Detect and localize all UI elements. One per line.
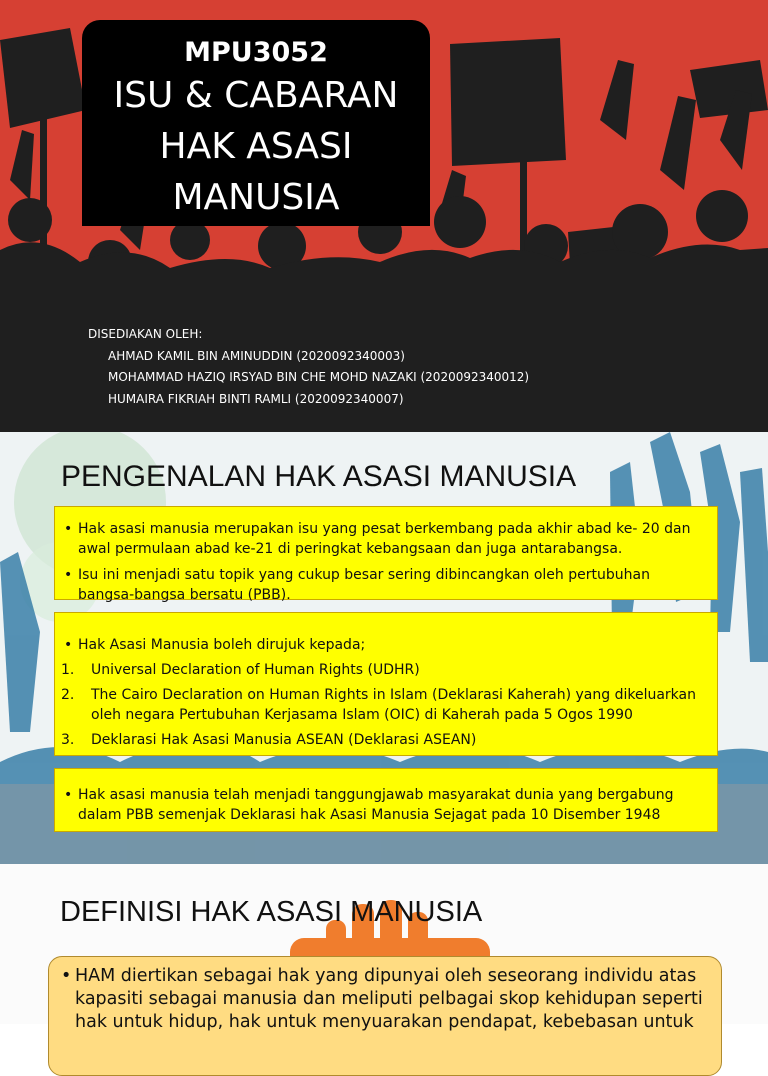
- author-2: MOHAMMAD HAZIQ IRSYAD BIN CHE MOHD NAZAKI (2020092340012): [108, 370, 530, 384]
- reference-text: Deklarasi Hak Asasi Manusia ASEAN (Deklarasi ASEAN): [91, 732, 477, 748]
- reference-number: 2.: [61, 687, 75, 703]
- title-line-1: ISU & CABARAN: [113, 75, 399, 116]
- title-line-2: HAK ASASI: [159, 126, 353, 167]
- title-line-3: MANUSIA: [172, 177, 340, 218]
- definition-heading: DEFINISI HAK ASASI MANUSIA: [60, 896, 483, 928]
- bullet-1: • Hak asasi manusia merupakan isu yang pesat berkembang pada akhir abad ke- 20 dan awal permulaan abad ke-21 di peringkat kebangsaan dan juga antarabangsa.: [61, 519, 707, 559]
- definition-box: [48, 956, 722, 1076]
- definition-text: HAM diertikan sebagai hak yang dipunyai oleh seseorang individu atas kapasiti sebagai manusia dan meliputi pelbagai skop kehidupan seperti hak untuk hidup, hak untuk menyuarakan pendapat, kebebasan untuk: [75, 966, 703, 1032]
- prepared-by-section: [88, 324, 529, 410]
- author-3: HUMAIRA FIKRIAH BINTI RAMLI (2020092340007): [108, 391, 404, 406]
- reference-text: Universal Declaration of Human Rights (UDHR): [91, 662, 420, 678]
- course-code: MPU3052: [184, 37, 328, 68]
- info-box-1: [54, 506, 718, 603]
- info-box-3: [54, 768, 718, 832]
- reference-number: 1.: [61, 662, 75, 678]
- bullet-udhr-1948: • Hak asasi manusia telah menjadi tanggungjawab masyarakat dunia yang bergabung dalam PBB semenjak Deklarasi hak Asasi Manusia Sejagat pada 10 Disember 1948: [61, 785, 707, 825]
- title-box: [82, 20, 430, 226]
- reference-number: 3.: [61, 732, 75, 748]
- reference-item: [61, 730, 707, 750]
- prepared-by-label: DISEDIAKAN OLEH:: [88, 327, 203, 341]
- slide-title: [0, 0, 768, 432]
- bullet-2: • Isu ini menjadi satu topik yang cukup besar sering dibincangkan oleh pertubuhan bangsa-bangsa bersatu (PBB).: [61, 565, 707, 605]
- reference-item: [61, 685, 707, 725]
- references-list: [61, 660, 707, 750]
- intro-heading: PENGENALAN HAK ASASI MANUSIA: [61, 460, 577, 493]
- reference-text: The Cairo Declaration on Human Rights in Islam (Deklarasi Kaherah) yang dikeluarkan oleh negara Pertubuhan Kerjasama Islam (OIC) di Kaherah pada 5 Ogos 1990: [91, 687, 696, 723]
- references-intro: • Hak Asasi Manusia boleh dirujuk kepada;: [61, 635, 707, 655]
- bullet-marker: •: [61, 966, 72, 986]
- info-box-2: [54, 612, 718, 756]
- reference-item: [61, 660, 707, 680]
- author-1: AHMAD KAMIL BIN AMINUDDIN (2020092340003): [108, 348, 405, 363]
